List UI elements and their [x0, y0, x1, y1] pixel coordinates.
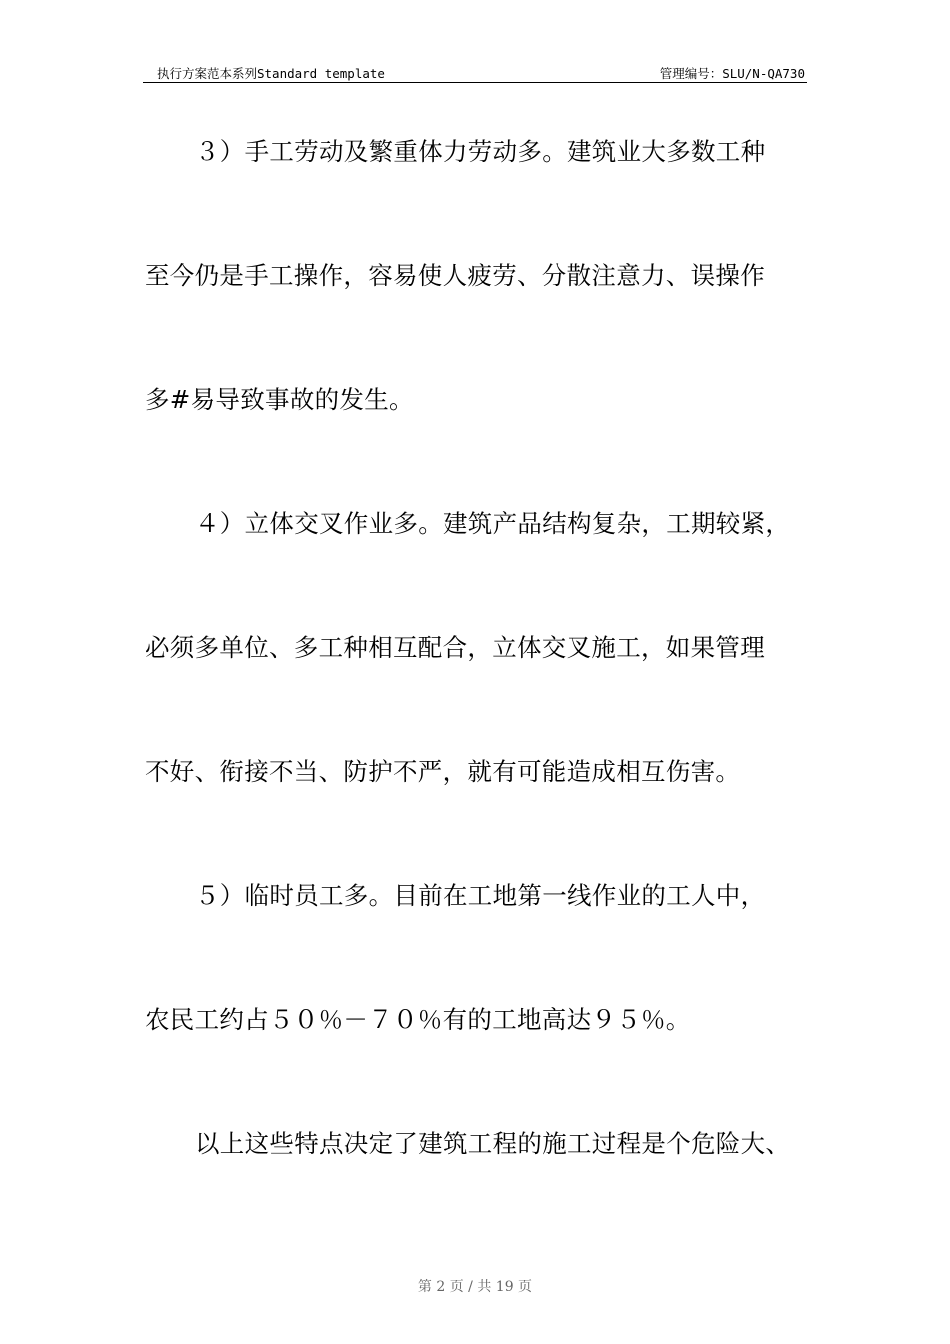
page-header	[143, 62, 807, 83]
paragraph-line: ４）立体交叉作业多。建筑产品结构复杂，工期较紧，	[195, 509, 791, 538]
page-indicator: 第 2 页 / 共 19 页	[417, 1279, 533, 1295]
paragraph-line: 至今仍是手工操作，容易使人疲劳、分散注意力、误操作	[145, 261, 765, 290]
paragraph-line: ３）手工劳动及繁重体力劳动多。建筑业大多数工种	[195, 137, 766, 166]
management-number: 管理编号：SLU/N-QA730	[659, 66, 805, 81]
paragraph-line: 不好、衔接不当、防护不严，就有可能造成相互伤害。	[145, 757, 741, 786]
paragraph-line: 必须多单位、多工种相互配合，立体交叉施工，如果管理	[145, 633, 765, 662]
paragraph-line: 以上这些特点决定了建筑工程的施工过程是个危险大、	[195, 1129, 791, 1158]
document-body	[145, 126, 805, 1242]
paragraph-line: 多#易导致事故的发生。	[145, 385, 414, 414]
series-title: 执行方案范本系列Standard template	[157, 66, 385, 81]
paragraph-line: 农民工约占５０％－７０％有的工地高达９５％。	[145, 1005, 691, 1034]
paragraph-line: ５）临时员工多。目前在工地第一线作业的工人中，	[195, 881, 766, 910]
